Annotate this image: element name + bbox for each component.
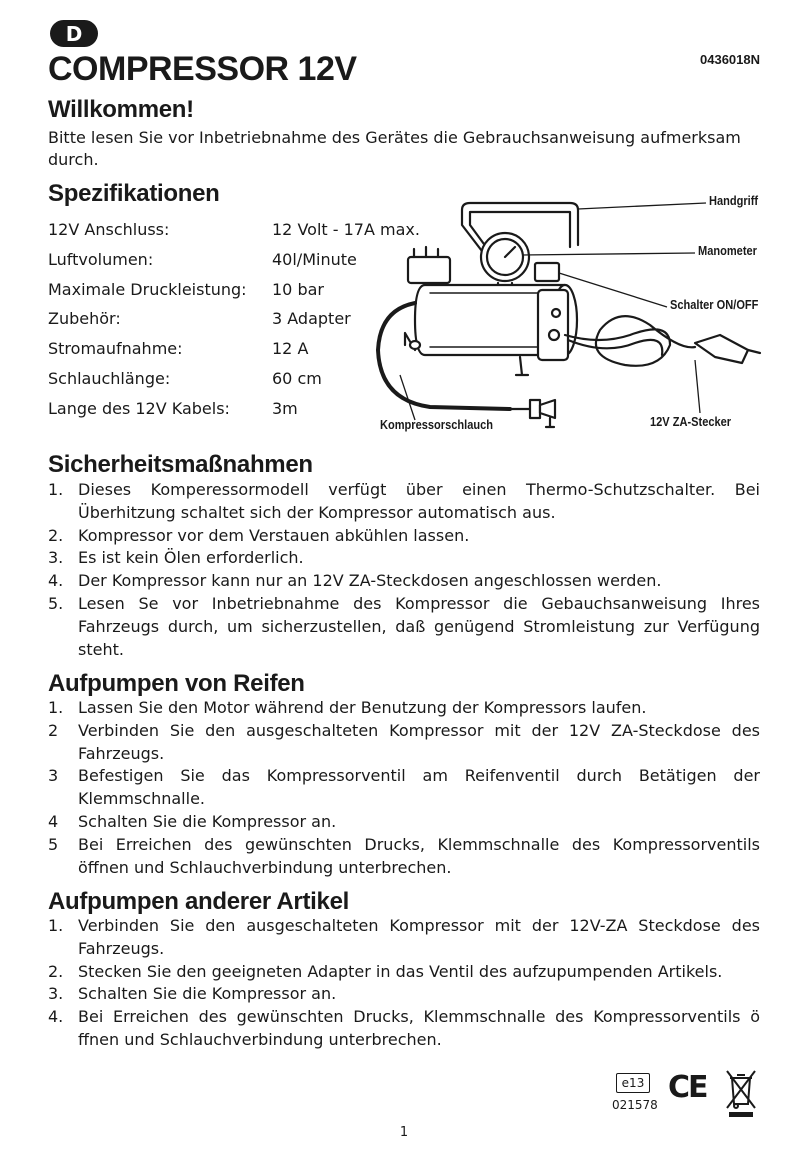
item-number: 1. xyxy=(48,480,64,499)
list-item xyxy=(48,915,760,961)
item-text: Lesen Se vor Inbetriebnahme des Kompressor die Gebauchsanweisung Ihres Fahrzeugs durch, um sicherzustellen, daß genügend Stromleistung zur Verfügung steht. xyxy=(78,593,760,659)
spec-label: Luftvolumen: xyxy=(48,249,154,269)
item-number: 2. xyxy=(48,961,64,981)
item-number: 1. xyxy=(48,698,64,717)
list-item xyxy=(48,765,760,811)
list-item xyxy=(48,961,760,984)
ce-mark: CE xyxy=(668,1070,707,1105)
list-item xyxy=(48,811,760,834)
item-text: Schalten Sie die Kompressor an. xyxy=(78,811,337,831)
article-number: 0436018N xyxy=(700,52,760,67)
language-badge: D xyxy=(50,20,98,47)
spec-row xyxy=(48,364,420,394)
spec-row xyxy=(48,275,420,305)
list-item xyxy=(48,720,760,766)
list-item xyxy=(48,570,760,593)
spec-row xyxy=(48,215,420,245)
item-text: Bei Erreichen des gewünschten Drucks, Klemmschnalle des Kompressorventils öffnen und Schlauchverbindung unterbrechen. xyxy=(78,834,760,877)
specs-table xyxy=(48,215,420,424)
item-text: Stecken Sie den geeigneten Adapter in das Ventil des aufzupumpenden Artikels. xyxy=(78,961,723,981)
approval-number: 021578 xyxy=(612,1098,658,1112)
list-item xyxy=(48,479,760,525)
spec-label: Lange des 12V Kabels: xyxy=(48,398,230,418)
list-item xyxy=(48,697,760,720)
item-text: Verbinden Sie den ausgeschalteten Kompressor mit der 12V ZA-Steckdose des Fahrzeugs. xyxy=(78,720,760,763)
tires-list xyxy=(48,697,760,879)
welcome-heading: Willkommen! xyxy=(48,96,194,123)
item-number: 1. xyxy=(48,916,64,935)
spec-row xyxy=(48,245,420,275)
item-number: 5 xyxy=(48,834,59,854)
weee-bin-icon xyxy=(724,1068,758,1118)
item-text: Der Kompressor kann nur an 12V ZA-Steckdosen angeschlossen werden. xyxy=(78,571,662,591)
item-number: 5. xyxy=(48,593,64,613)
safety-list xyxy=(48,479,760,661)
item-number: 3. xyxy=(48,548,64,568)
certification-marks xyxy=(612,1068,762,1120)
item-number: 4. xyxy=(48,1007,64,1027)
spec-value: 60 cm xyxy=(272,368,322,388)
callout-switch: Schalter ON/OFF xyxy=(670,297,759,312)
callout-plug: 12V ZA-Stecker xyxy=(650,414,732,429)
list-item xyxy=(48,593,760,661)
callout-hose: Kompressorschlauch xyxy=(380,417,493,432)
callout-handle: Handgriff xyxy=(709,193,759,208)
item-text: Befestigen Sie das Kompressorventil am Reifenventil durch Betätigen der Klemmschnalle. xyxy=(78,766,760,809)
safety-heading: Sicherheitsmaßnahmen xyxy=(48,451,313,478)
spec-value: 12 A xyxy=(272,339,309,359)
spec-value: 3 Adapter xyxy=(272,309,351,329)
list-item xyxy=(48,1006,760,1052)
item-number: 3. xyxy=(48,984,64,1004)
item-text: Verbinden Sie den ausgeschalteten Kompressor mit der 12V-ZA Steckdose des Fahrzeugs. xyxy=(78,916,760,958)
list-item xyxy=(48,525,760,548)
compressor-illustration xyxy=(370,185,770,440)
other-heading: Aufpumpen anderer Artikel xyxy=(48,888,349,915)
spec-label: Zubehör: xyxy=(48,309,121,329)
callout-leaders xyxy=(370,185,770,440)
spec-label: 12V Anschluss: xyxy=(48,220,170,239)
page-number: 1 xyxy=(399,1125,409,1140)
spec-value: 3m xyxy=(272,398,298,418)
list-item xyxy=(48,834,760,880)
page-title: COMPRESSOR 12V xyxy=(48,50,357,88)
spec-value: 40l/Minute xyxy=(272,249,357,269)
spec-value: 12 Volt - 17A max. xyxy=(272,220,420,239)
item-number: 3 xyxy=(48,766,59,786)
item-text: Bei Erreichen des gewünschten Drucks, Klemmschnalle des Kompressorventils ö ffnen und Schlauchverbindung unterbrechen. xyxy=(78,1007,760,1049)
spec-value: 10 bar xyxy=(272,279,324,299)
item-number: 2 xyxy=(48,720,59,740)
list-item xyxy=(48,547,760,570)
item-number: 4 xyxy=(48,811,59,831)
spec-label: Schlauchlänge: xyxy=(48,368,171,388)
item-text: Lassen Sie den Motor während der Benutzung der Kompressors laufen. xyxy=(78,698,647,717)
spec-label: Stromaufnahme: xyxy=(48,339,183,359)
spec-row xyxy=(48,394,420,424)
item-number: 2. xyxy=(48,525,64,545)
welcome-text: Bitte lesen Sie vor Inbetriebnahme des Gerätes die Gebrauchsanweisung aufmerksam durch. xyxy=(48,128,741,169)
item-text: Schalten Sie die Kompressor an. xyxy=(78,984,337,1004)
spec-label: Maximale Druckleistung: xyxy=(48,279,247,299)
e13-mark: e13 xyxy=(616,1073,650,1093)
item-text: Es ist kein Ölen erforderlich. xyxy=(78,548,304,568)
other-list xyxy=(48,915,760,1052)
callout-gauge: Manometer xyxy=(698,243,757,258)
tires-heading: Aufpumpen von Reifen xyxy=(48,670,305,697)
item-text: Dieses Komperessormodell verfügt über einen Thermo-Schutzschalter. Bei Überhitzung schaltet sich der Kompressor automatisch aus. xyxy=(78,480,760,522)
specs-heading: Spezifikationen xyxy=(48,180,220,207)
list-item xyxy=(48,983,760,1006)
item-number: 4. xyxy=(48,571,64,591)
item-text: Kompressor vor dem Verstauen abkühlen lassen. xyxy=(78,525,470,545)
spec-row xyxy=(48,304,420,334)
spec-row xyxy=(48,334,420,364)
